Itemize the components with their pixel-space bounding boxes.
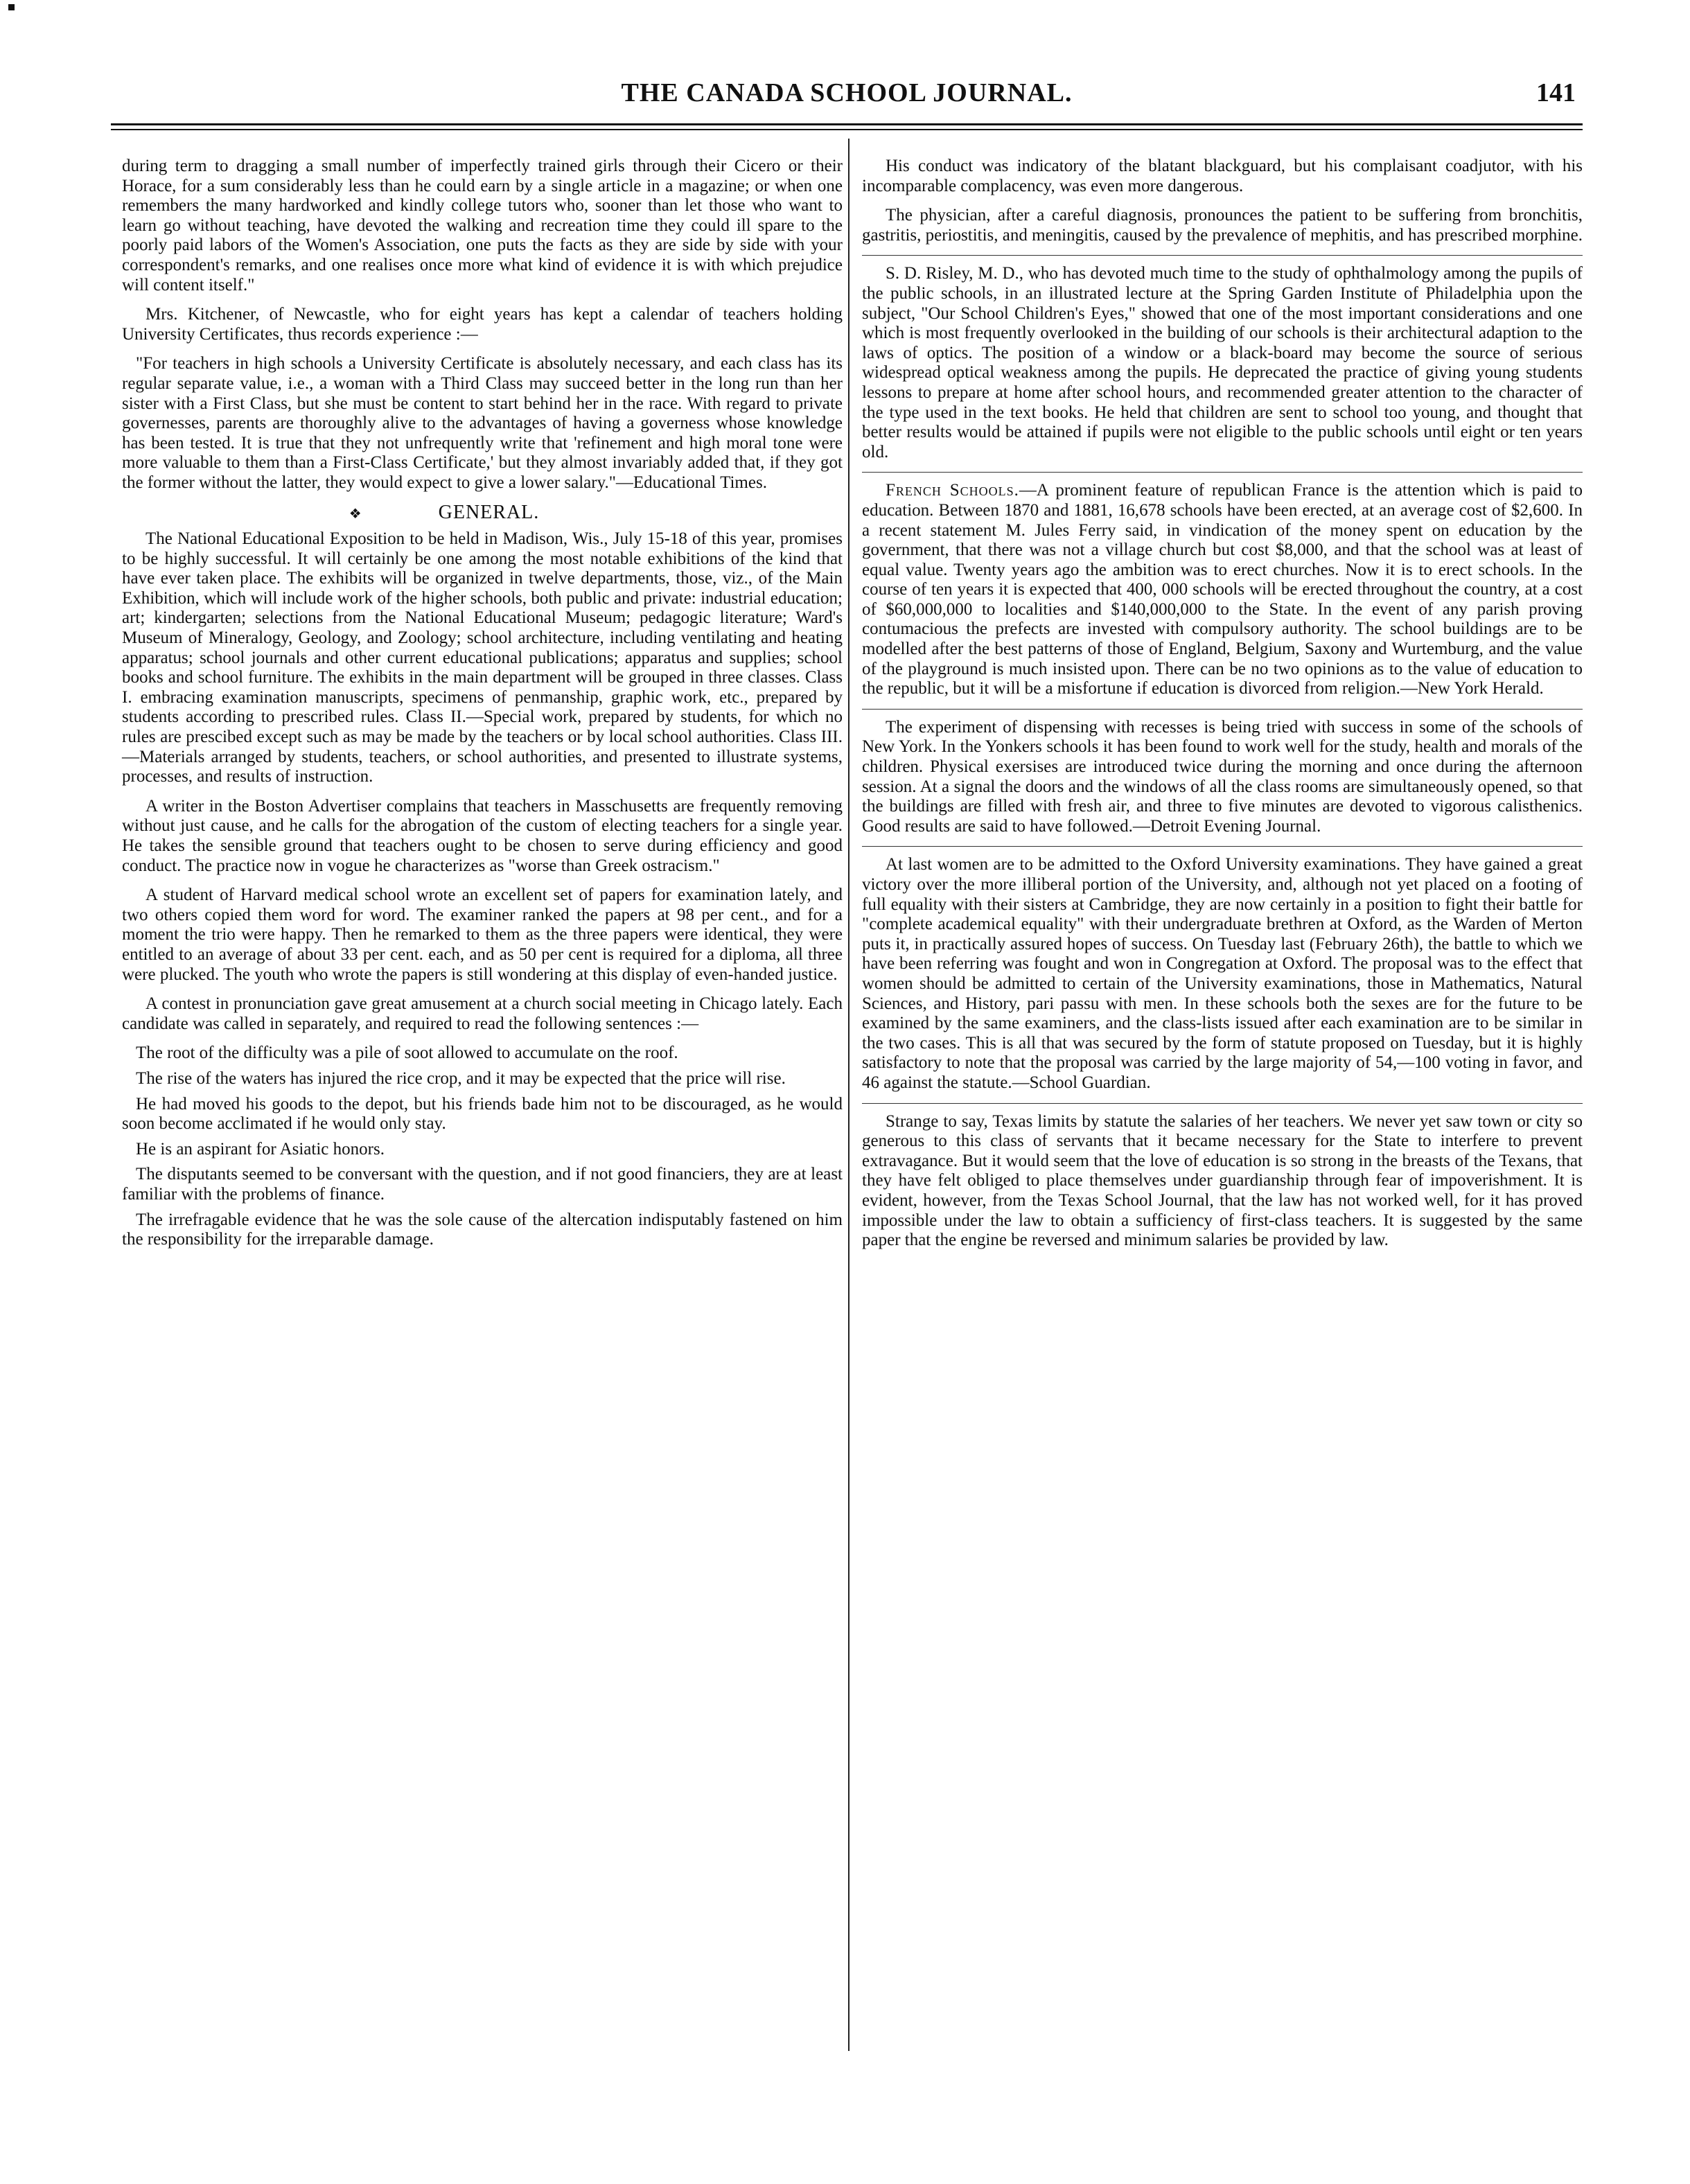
right-column <box>862 157 1583 1260</box>
paragraph: The National Educational Exposition to be held in Madison, Wis., July 15-18 of this year, promises to be highly successful. It will certainly be one among the most notable exhibitions of the kind that have ever taken place. The exhibits will be organized in twelve departments, those, viz., of the Main Exhibition, which will include work of the higher schools, both public and private: industrial education; art; kindergarten; selections from the National Educational Museum; pedagogic literature; Ward's Museum of Mineralogy, Geology, and Zoology; school architecture, including ventilating and heating apparatus; school journals and other current educational publications; apparatus and supplies; school books and school furniture. The exhibits in the main department will be grouped in three classes. Class I. embracing examination manuscripts, specimens of penmanship, graphic work, etc., prepared by students according to prescribed rules. Class II.—Special work, prepared by students, for which no rules are prescibed except such as may be made by the teachers or by local school authorities. Class III.—Materials arranged by students, teachers, or school authorities, and presented to illustrate systems, processes, and results of instruction. <box>122 529 843 786</box>
paragraph-lede: French Schools. <box>886 481 1019 500</box>
header-rule-top <box>111 123 1583 125</box>
paragraph: The experiment of dispensing with recesses is being tried with success in some of the schools of New York. In the Yonkers schools it has been found to work well for the study, health and morals of the children. Physical exersises are introduced twice during the morning and once during the afternoon session. At a signal the doors and the windows of all the class rooms are simultaneously opened, so that the buildings are filled with fresh air, and three to five minutes are devoted to vigorous calisthenics. Good results are said to have followed.—Detroit Evening Journal. <box>862 709 1583 837</box>
paragraph: A contest in pronunciation gave great amusement at a church social meeting in Chicago lately. Each candidate was called in separately, and required to read the following sentences :— <box>122 994 843 1033</box>
ornament-mark: ❖ <box>349 506 362 522</box>
paragraph-body: —A prominent feature of republican France is the attention which is paid to education. Between 1870 and 1881, 16,678 schools have been erected, at an average cost of $2,600. In a recent statement M. Jules Ferry said, in vindication of the money spent on education by the government, that there was not a village church but cost $8,000, and that the school was at least of equal value. Twenty years ago the ambition was to erect churches. Now it is to erect schools. In the course of ten years it is expected that 400, 000 schools will be erected throughout the country, at a cost of $60,000,000 to localities and $140,000,000 to the State. In the event of any parish proving contumacious the prefects are invested with compulsory authority. The school buildings are to be modelled after the best patterns of those of England, Belgium, Saxony and Wurtemburg, and the value of the playground is much insisted upon. There can be no two opinions as to the value of education to the republic, but it will be a misfortune if education is divorced from religion.—New York Herald. <box>862 481 1583 698</box>
header-rule-bottom <box>111 129 1583 130</box>
paragraph: A student of Harvard medical school wrote an excellent set of papers for examination lately, and two others copied them word for word. The examiner ranked the papers at 98 per cent., and for a moment the trio were happy. Then he remarked to them as the three papers were identical, they were entitled to an average of about 33 per cent. each, and as 50 per cent is required for a diploma, all three were plucked. The youth who wrote the papers is still wondering at this display of even-handed justice. <box>122 886 843 984</box>
page-header <box>111 78 1583 121</box>
paragraph <box>862 472 1583 699</box>
paragraph: during term to dragging a small number of imperfectly trained girls through their Cicero or their Horace, for a sum considerably less than he could earn by a single article in a magazine; or when one remembers the many hardworked and kindly college tutors who, sooner than let those who want to learn go without teaching, have devoted the walking and recreation time they could ill spare to the poorly paid labors of the Women's Association, one puts the facts as they are side by side with your correspondent's remarks, and one realises once more what kind of evidence it is with which prejudice will content itself." <box>122 157 843 294</box>
paragraph: At last women are to be admitted to the Oxford University examinations. They have gained a great victory over the more illiberal portion of the University, and, although not yet placed on a footing of full equality with their sisters at Cambridge, they are now certainly in a position to fight their battle for "complete academical equality" with their undergraduate brethren at Oxford, as the Warden of Merton puts it, in practically assured hopes of success. On Tuesday last (February 26th), the battle to which we have been referring was fought and won in Congregation at Oxford. The proposal was to the effect that women should be admitted to certain of the University examinations, those in Mathematics, Natural Sciences, and History, pari passu with men. In these schools both the sexes are for the future to be examined by the same examiners, and the class-lists issued after each examination are to be similar in the two cases. This is all that was secured by the form of statute proposed on Tuesday, but it is highly satisfactory to note that the proposal was carried by the large majority of 54,—100 voting in favor, and 46 against the statute.—School Guardian. <box>862 846 1583 1093</box>
test-sentence: The disputants seemed to be conversant with the question, and if not good financiers, they are at least familiar with the problems of finance. <box>122 1165 843 1204</box>
paragraph: The physician, after a careful diagnosis, pronounces the patient to be suffering from bronchitis, gastritis, periostitis, and meningitis, caused by the prevalence of mephitis, and has prescribed morphine. <box>862 206 1583 245</box>
section-heading-text: GENERAL. <box>438 501 540 523</box>
paragraph: Strange to say, Texas limits by statute the salaries of her teachers. We never yet saw town or city so generous to this class of servants that it became necessary for the State to interfere to prevent extravagance. But it would seem that the love of education is so strong in the breasts of the Texans, that they have felt obliged to place themselves under guardianship through fear of impoverishment. It is evident, however, from the Texas School Journal, that the law has not worked well, for it has proved impossible under the law to obtain a sufficiency of first-class teachers. It is suggested by the same paper that the engine be reversed and minimum salaries be provided by law. <box>862 1103 1583 1251</box>
paragraph: His conduct was indicatory of the blatant blackguard, but his complaisant coadjutor, with his incomparable complacency, was even more dangerous. <box>862 157 1583 195</box>
test-sentence: He is an aspirant for Asiatic honors. <box>136 1139 385 1159</box>
column-divider <box>848 139 850 2051</box>
paragraph: S. D. Risley, M. D., who has devoted much time to the study of ophthalmology among the pupils of the public schools, in an illustrated lecture at the Spring Garden Institute of Philadelphia upon the subject, "Our School Children's Eyes," showed that one of the most important considerations and one which is most frequently overlooked in the building of our schools is their architectural adaption to the laws of optics. The position of a window or a black-board may become the source of serious widespread optical weakness among the pupils. He deprecated the practice of giving young students lessons to prepare at home after school hours, and recommended greater attention to the character of the type used in the text books. He held that children are sent to school too young, and thought that better results would be attained if pupils were not eligible to the public schools until eight or ten years old. <box>862 255 1583 462</box>
test-sentence: The root of the difficulty was a pile of soot allowed to accumulate on the roof. <box>136 1043 678 1063</box>
test-sentence: The rise of the waters has injured the rice crop, and it may be expected that the price will rise. <box>136 1068 786 1088</box>
paragraph: Mrs. Kitchener, of Newcastle, who for eight years has kept a calendar of teachers holding University Certificates, thus records experience :— <box>122 305 843 344</box>
page-number: 141 <box>1536 78 1576 107</box>
section-heading <box>122 503 843 525</box>
corner-mark <box>8 4 15 10</box>
quotation: "For teachers in high schools a University Certificate is absolutely necessary, and each class has its regular separate value, i.e., a woman with a Third Class may succeed better in the long run than her sister with a First Class, but she must be content to start behind her in the race. With regard to private governesses, parents are thoroughly alive to the advantages of having a governess whose knowledge has been tested. It is true that they not unfrequently write that 'refinement and high moral tone were more valuable to them than a First-Class Certificate,' but they almost invariably added that, if they got the former without the latter, they would expect to give a lower salary."—Educational Times. <box>122 354 843 492</box>
test-sentence: The irrefragable evidence that he was the sole cause of the altercation indisputably fastened on him the responsibility for the irreparable damage. <box>122 1210 843 1249</box>
test-sentence: He had moved his goods to the depot, but his friends bade him not to be discouraged, as he would soon become acclimated if he would only stay. <box>122 1094 843 1134</box>
journal-title: THE CANADA SCHOOL JOURNAL. <box>621 78 1073 107</box>
left-column <box>122 157 843 1256</box>
paragraph: A writer in the Boston Advertiser complains that teachers in Masschusetts are frequently removing without just cause, and he calls for the abrogation of the custom of electing teachers for a single year. He takes the sensible ground that teachers ought to be chosen to serve during efficiency and good conduct. The practice now in vogue he characterizes as "worse than Greek ostracism." <box>122 796 843 875</box>
